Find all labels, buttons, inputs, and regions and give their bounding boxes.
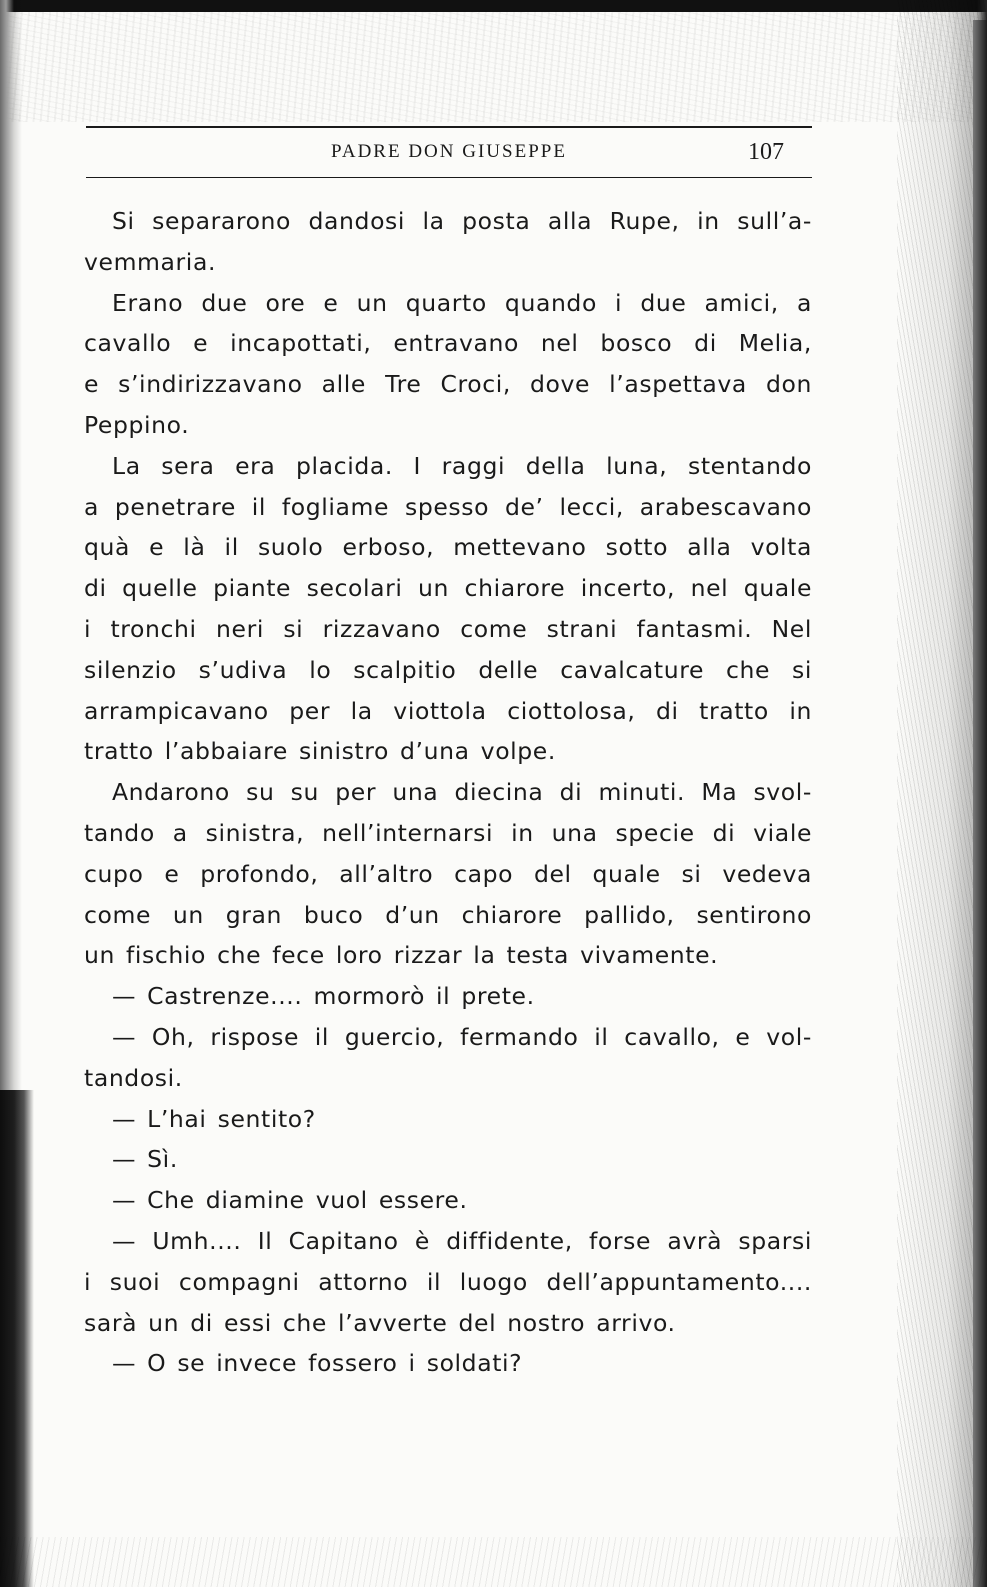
- text-line: cavallo e incapottati, entravano nel bosco di Melia,: [84, 329, 812, 358]
- text-line: — Umh.... Il Capitano è diffidente, forse avrà sparsi: [112, 1226, 812, 1255]
- header-rule-bottom: [86, 177, 812, 178]
- text-line: Andarono su su per una diecina di minuti. Ma svol-: [112, 778, 812, 807]
- text-line: Si separarono dandosi la posta alla Rupe, in sull’a-: [112, 207, 812, 235]
- running-head: [86, 139, 812, 169]
- text-line: — Oh, rispose il guercio, fermando il cavallo, e vol-: [112, 1022, 812, 1051]
- text-line: e s’indirizzavano alle Tre Croci, dove l’aspettava don: [84, 370, 812, 399]
- page-number: 107: [748, 139, 784, 165]
- scan-shadow-left: [0, 1090, 34, 1587]
- text-line: arrampicavano per la viottola ciottolosa, di tratto in: [84, 696, 812, 725]
- scan-edge-top: [0, 0, 987, 12]
- scan-noise-bottom: [0, 1537, 987, 1587]
- text-line: tandosi.: [84, 1063, 183, 1092]
- text-line: sarà un di essi che l’avverte del nostro arrivo.: [84, 1308, 676, 1337]
- text-line: cupo e profondo, all’altro capo del quale si vedeva: [84, 859, 812, 888]
- running-title: PADRE DON GIUSEPPE: [331, 141, 567, 162]
- scan-edge-right: [973, 20, 987, 1587]
- text-line: — Castrenze.... mormorò il prete.: [112, 982, 535, 1011]
- text-line: tando a sinistra, nell’internarsi in una specie di viale: [84, 818, 812, 847]
- text-line: — O se invece fossero i soldati?: [112, 1349, 523, 1378]
- text-line: silenzio s’udiva lo scalpitio delle cavalcature che si: [84, 655, 812, 684]
- text-line: di quelle piante secolari un chiarore incerto, nel quale: [84, 574, 812, 603]
- text-line: i tronchi neri si rizzavano come strani fantasmi. Nel: [84, 614, 812, 643]
- text-line: a penetrare il fogliame spesso de’ lecci, arabescavano: [84, 492, 812, 521]
- body-text: [84, 201, 812, 1384]
- text-line: — Sì.: [112, 1145, 178, 1174]
- text-line: come un gran buco d’un chiarore pallido, sentirono: [84, 900, 812, 929]
- text-line: tratto l’abbaiare sinistro d’una volpe.: [84, 737, 556, 766]
- text-line: un fischio che fece loro rizzar la testa vivamente.: [84, 941, 719, 970]
- text-line: i suoi compagni attorno il luogo dell’appuntamento....: [84, 1267, 812, 1296]
- text-line: vemmaria.: [84, 247, 217, 276]
- text-line: Erano due ore e un quarto quando i due amici, a: [112, 288, 812, 317]
- text-line: — L’hai sentito?: [112, 1104, 316, 1133]
- scan-noise-top: [0, 12, 987, 122]
- text-line: Peppino.: [84, 410, 190, 439]
- text-line: — Che diamine vuol essere.: [112, 1186, 468, 1215]
- text-line: quà e là il suolo erboso, mettevano sotto alla volta: [84, 533, 812, 562]
- header-rule-top: [86, 126, 812, 128]
- text-line: La sera era placida. I raggi della luna, stentando: [112, 451, 812, 480]
